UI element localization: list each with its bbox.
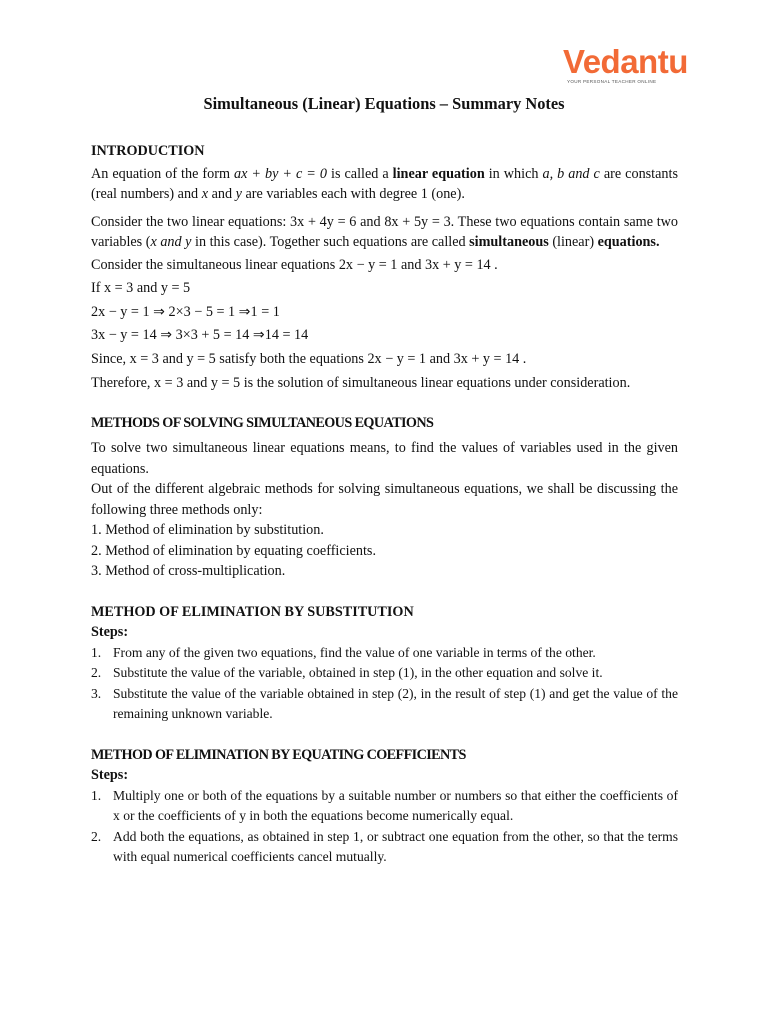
substitution-steps-label: Steps: <box>91 624 129 640</box>
methods-paragraph-1: To solve two simultaneous linear equations means, to find the values of variables used in the given equations. <box>91 440 678 477</box>
substitution-step-1: 1. From any of the given two equations, find the value of one variable in terms of the other. <box>91 644 596 660</box>
methods-item-2: 2. Method of elimination by equating coefficients. <box>91 542 376 559</box>
intro-paragraph-3: Consider the simultaneous linear equations 2x − y = 1 and 3x + y = 14 . <box>91 256 498 273</box>
methods-item-1: 1. Method of elimination by substitution. <box>91 522 324 538</box>
document-body <box>91 141 678 868</box>
intro-assumption: If x = 3 and y = 5 <box>91 280 191 296</box>
equating-step-1: 1. Multiply one or both of the equations by a suitable number or numbers so that either the coefficients of x or the coefficients of y in both the equations become numerically equal. <box>91 787 678 823</box>
document-title: Simultaneous (Linear) Equations – Summary Notes <box>203 94 565 113</box>
intro-paragraph-2: Consider the two linear equations: 3x + 4y = 6 and 8x + 5y = 3. These two equations contain same two variables (x and y in this case). Together such equations are called simultaneous (linear) equations. <box>91 213 678 250</box>
equating-steps-label: Steps: <box>91 767 129 783</box>
logo-tagline: YOUR PERSONAL TEACHER ONLINE <box>567 79 657 84</box>
equating-steps-list <box>91 786 678 868</box>
logo-wordmark: Vedantu <box>563 43 688 80</box>
equating-step-2: 2. Add both the equations, as obtained in step 1, or subtract one equation from the other, so that the terms with equal numerical coefficients cancel mutually. <box>91 828 678 864</box>
equating-heading: METHOD OF ELIMINATION BY EQUATING COEFFICIENTS <box>91 746 466 763</box>
substitution-step-2: 2. Substitute the value of the variable, obtained in step (1), in the other equation and solve it. <box>91 665 603 680</box>
intro-heading: INTRODUCTION <box>91 143 205 159</box>
substitution-heading: METHOD OF ELIMINATION BY SUBSTITUTION <box>91 603 414 620</box>
intro-paragraph-1: An equation of the form ax + by + c = 0 is called a linear equation in which a, b and c are constants (real numbers) and x and y are variables each with degree 1 (one). <box>91 165 678 202</box>
vedantu-logo <box>563 43 688 88</box>
intro-paragraph-8: Therefore, x = 3 and y = 5 is the solution of simultaneous linear equations under consideration. <box>91 375 631 391</box>
intro-paragraph-7: Since, x = 3 and y = 5 satisfy both the equations 2x − y = 1 and 3x + y = 14 . <box>91 350 527 367</box>
methods-paragraph-2: Out of the different algebraic methods for solving simultaneous equations, we shall be discussing the following three methods only: <box>91 481 678 518</box>
methods-heading: METHODS OF SOLVING SIMULTANEOUS EQUATIONS <box>91 414 434 431</box>
intro-check-1: 2x − y = 1 ⇒ 2×3 − 5 = 1 ⇒1 = 1 <box>91 303 280 320</box>
substitution-step-3: 3. Substitute the value of the variable obtained in step (2), in the result of step (1) and get the value of the remaining unknown variable. <box>91 685 678 721</box>
intro-check-2: 3x − y = 14 ⇒ 3×3 + 5 = 14 ⇒14 = 14 <box>91 327 309 343</box>
methods-item-3: 3. Method of cross-multiplication. <box>91 563 286 579</box>
substitution-steps-list <box>91 643 678 725</box>
